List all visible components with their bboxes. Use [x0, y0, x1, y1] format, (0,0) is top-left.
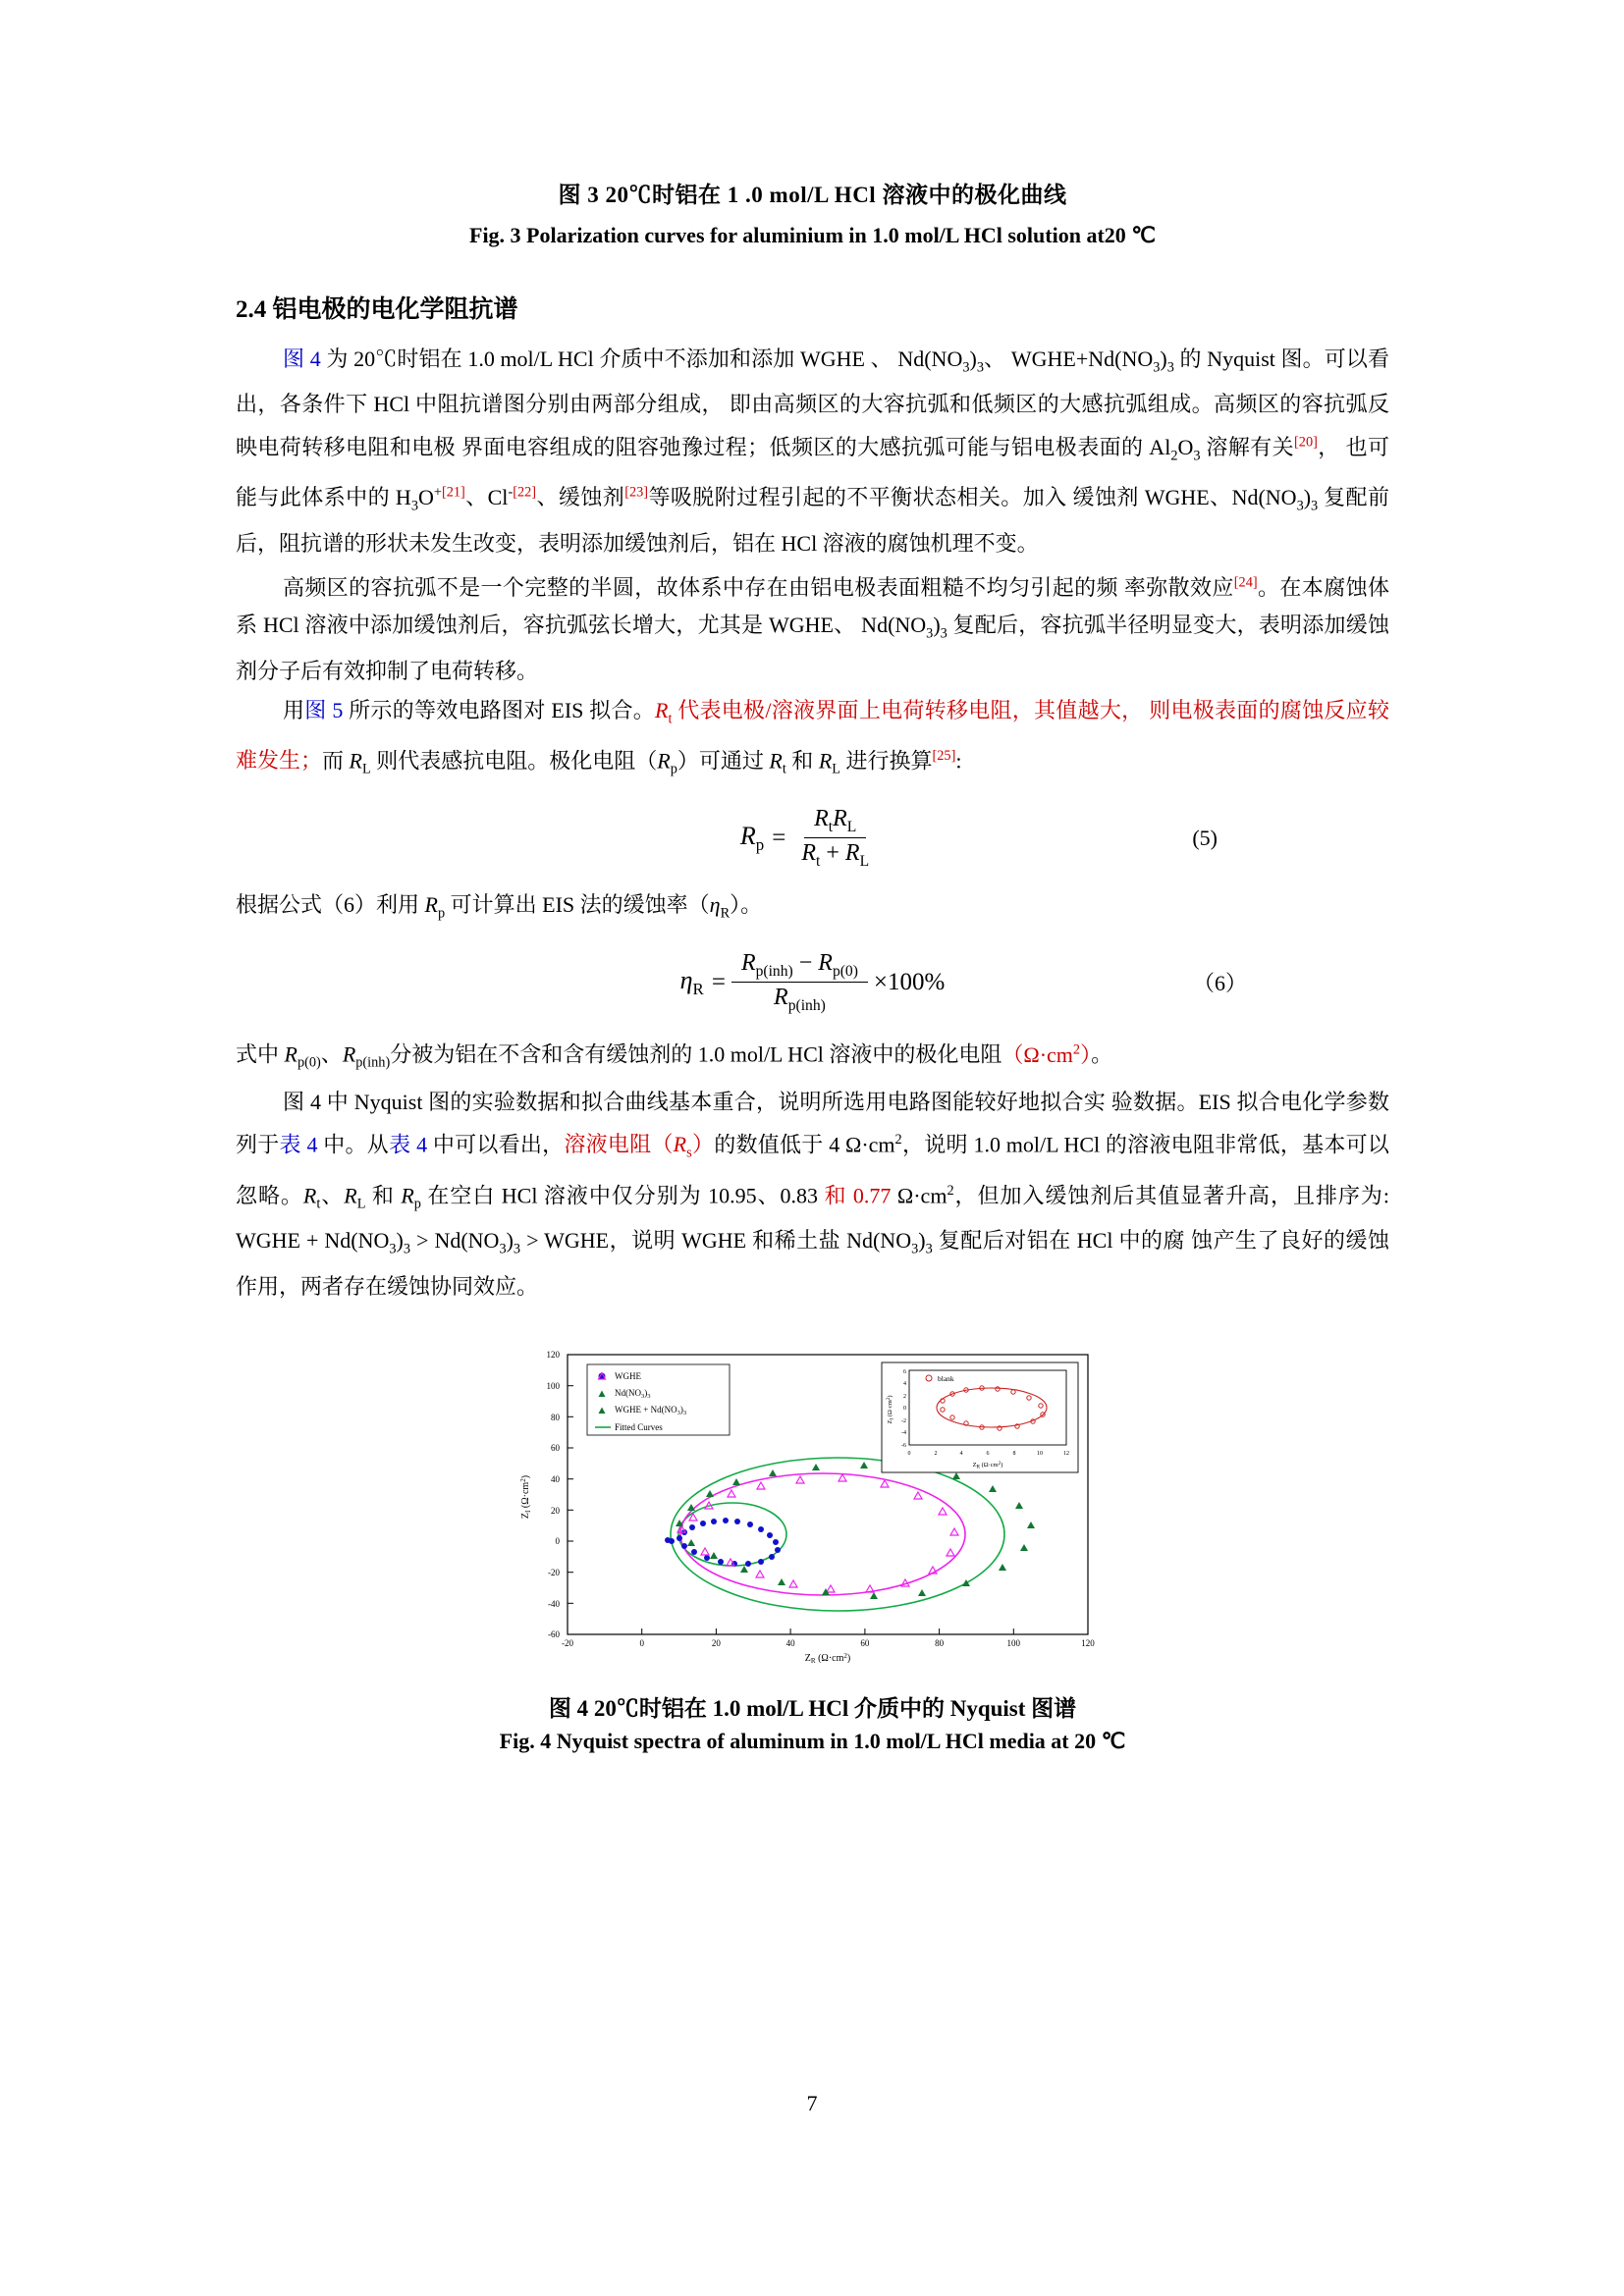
svg-text:blank: blank — [937, 1373, 954, 1383]
section-title: 2.4 铝电极的电化学阻抗谱 — [236, 296, 518, 323]
cross-ref-table4-b[interactable]: 表 4 — [389, 1132, 428, 1157]
svg-text:120: 120 — [1080, 1637, 1095, 1648]
svg-text:2: 2 — [902, 1393, 906, 1400]
svg-text:-4: -4 — [900, 1429, 906, 1436]
svg-text:8: 8 — [1012, 1450, 1015, 1457]
x-axis-label: $Z_R$ $(\Omega\cdot cm^2)$ — [804, 1651, 850, 1665]
svg-text:6: 6 — [902, 1368, 906, 1375]
figure3-caption-en: Fig. 3 Polarization curves for aluminium in 1.0 mol/L HCl solution at20 ℃ — [469, 223, 1156, 247]
svg-text:0: 0 — [638, 1637, 644, 1648]
paragraph-3-mid: 所示的等效电路图对 EIS 拟合。 — [343, 697, 655, 722]
svg-text:6: 6 — [986, 1450, 989, 1457]
svg-text:-2: -2 — [900, 1417, 906, 1424]
svg-text:-60: -60 — [547, 1629, 560, 1639]
svg-text:100: 100 — [546, 1380, 560, 1391]
chart-legend — [587, 1364, 730, 1435]
equation-6-number: （6） — [1192, 971, 1247, 996]
svg-text:-6: -6 — [900, 1442, 906, 1449]
fitted-curve-combined — [671, 1458, 1004, 1611]
svg-text:60: 60 — [859, 1637, 869, 1648]
paragraph-5: 式中 $R_{p(0)}$、$R_{p(inh)}$分被为铝在不含和含有缓蚀剂的 1.0 mol/L HCl 溶液中的极化电阻$(\Omega\cdot cm^2)$。 — [236, 1041, 1113, 1071]
paragraph-2-text: 高频区的容抗弧不是一个完整的半圆，故体系中存在由铝电极表面粗糙不均匀引起的频 率弥散效应[24]。在本腐蚀体系 HCl 溶液中添加缓蚀剂后，容抗弧弦长增大，尤其是 WGHE、 $Nd(NO_3)_3$ 复配后，容抗弧半径明显变大，表明添加缓蚀剂分子后有效抑制了电荷转移。 — [236, 574, 1389, 683]
svg-text:ZI (Ω·cm2): $Z_I$ $(\Omega\cdot cm^2)$ — [886, 1395, 894, 1424]
paragraph-6: 图 4 中 Nyquist 图的实验数据和拟合曲线基本重合，说明所选用电路图能较好地拟合实 验数据。EIS 拟合电化学参数列于表 4 中。从表 4 中可以看出，溶液电阻$(R_s)$的数值低于 4 $\Omega\cdot cm^2$，说明 1.0 mol/L HCl 的溶液电阻非常低，基本可以忽略。$R_t$、$R_L$ 和 $R_p$ 在空白 HCl 溶液中仅分别为 10.95、0.83 和 0.77 $\Omega\cdot cm^2$，但加入缓蚀剂后其值显著升高，且排序为: WGHE + $Nd(NO_3)_3 > Nd(NO_3)_3$ > WGHE，说明 WGHE 和稀土盐 $Nd(NO_3)_3$ 复配后对铝在 HCl 中的腐 蚀产生了良好的缓蚀作用，两者存在缓蚀协同效应。 — [236, 1089, 1389, 1299]
paragraph-3: 用图 5 所示的等效电路图对 EIS 拟合。$R_t$ 代表电极/溶液界面上电荷转移电阻，其值越大， 则电极表面的腐蚀反应较难发生；而 $R_L$ 则代表感抗电阻。极化电阻$(R_p)$可通过 $R_t$ 和 $R_L$ 进行换算[25]: — [236, 697, 1389, 777]
svg-text:WGHE: WGHE — [614, 1370, 641, 1381]
paragraph-4: 根据公式（6）利用 $R_p$ 可计算出 EIS 法的缓蚀率$(\eta_R)$。 — [236, 892, 763, 922]
paragraph-1 — [236, 341, 1389, 562]
svg-text:-20: -20 — [547, 1567, 560, 1577]
svg-text:0: 0 — [902, 1405, 906, 1412]
nyquist-chart — [489, 1345, 1137, 1669]
equation-5-number: (5) — [1192, 825, 1218, 850]
paragraph-3-highlight: $R_t$ 代表电极/溶液界面上电荷转移电阻，其值越大， 则电极表面的腐蚀反应较难发生； — [236, 697, 1389, 774]
equation-5: $R_p$ = $\frac{R_tR_L}{R_t + R_L}$ — [739, 805, 870, 871]
svg-text:40: 40 — [550, 1473, 560, 1484]
equation-5-row — [236, 806, 1389, 872]
series-combined-points — [676, 1462, 1035, 1599]
svg-text:0: 0 — [907, 1450, 910, 1457]
chart-inset — [882, 1362, 1078, 1472]
svg-text:10: 10 — [1036, 1450, 1043, 1457]
figure4-image — [236, 1345, 1389, 1669]
svg-text:40: 40 — [785, 1637, 795, 1648]
figure4-caption-cn: 图 4 20℃时铝在 1.0 mol/L HCl 介质中的 Nyquist 图谱 — [548, 1695, 1077, 1721]
nyquist-svg — [489, 1345, 1137, 1669]
svg-text:ZR (Ω·cm2): $Z_R$ $(\Omega\cdot cm^2)$ — [972, 1461, 1002, 1470]
svg-text:Nd(NO3)3: $Nd(NO_3)_3$ — [614, 1387, 650, 1400]
figure4-caption-en: Fig. 4 Nyquist spectra of aluminum in 1.0 mol/L HCl media at 20 ℃ — [499, 1728, 1126, 1753]
fitted-curve-nd — [680, 1473, 965, 1595]
cross-ref-figure4-b[interactable]: 4 — [309, 347, 321, 371]
svg-text:Fitted Curves: Fitted Curves — [614, 1421, 663, 1432]
paragraph-2 — [236, 564, 1389, 690]
cross-ref-table4-a[interactable]: 表 4 — [279, 1132, 318, 1157]
svg-text:WGHE + Nd(NO3)3: WGHE + $Nd(NO_3)_3$ — [614, 1404, 686, 1416]
svg-text:4: 4 — [959, 1450, 962, 1457]
svg-text:100: 100 — [1006, 1637, 1020, 1648]
svg-text:60: 60 — [550, 1442, 560, 1453]
paragraph-1-text: 为 20℃时铝在 1.0 mol/L HCl 介质中不添加和添加 WGHE 、 $Nd(NO_3)_3$、 $WGHE+Nd(NO_3)_3$ 的 Nyquist 图。可以看出，各条件下 HCl 中阻抗谱图分别由两部分组成， 即由高频区的大容抗弧和低频区的大感抗弧组成。高频区的容抗弧反映电荷转移电阻和电极 界面电容组成的阻容弛豫过程；低频区的大感抗弧可能与铝电极表面的 $Al_2O_3$ 溶解有关[20]， 也可能与此体系中的 $H_3O^{+[21]}$、$Cl^{-[22]}$、缓蚀剂[23]等吸脱附过程引起的不平衡状态相关。加入 缓蚀剂 WGHE、$Nd(NO_3)_3$ 复配前后，阻抗谱的形状未发生改变，表明添加缓蚀剂后，铝在 HCl 溶液的腐蚀机理不变。 — [236, 347, 1389, 556]
svg-text:2: 2 — [934, 1450, 937, 1457]
svg-text:0: 0 — [555, 1535, 560, 1546]
svg-text:12: 12 — [1062, 1450, 1069, 1457]
page-content — [236, 177, 1389, 1754]
svg-text:20: 20 — [550, 1505, 560, 1516]
cross-ref-figure4-a[interactable]: 图 — [283, 347, 305, 371]
page-number: 7 — [806, 2091, 818, 2115]
svg-text:20: 20 — [711, 1637, 721, 1648]
figure3-caption-cn: 图 3 20℃时铝在 1 .0 mol/L HCl 溶液中的极化曲线 — [558, 183, 1067, 207]
svg-text:-40: -40 — [547, 1598, 560, 1609]
svg-text:80: 80 — [934, 1637, 944, 1648]
y-axis-label: $Z_I$ $(\Omega\cdot cm^2)$ — [518, 1474, 532, 1519]
cross-ref-figure5[interactable]: 图 5 — [304, 697, 344, 722]
svg-text:-20: -20 — [561, 1637, 573, 1648]
paragraph-3-lead: 用 — [283, 697, 305, 722]
equation-6-row — [236, 950, 1389, 1016]
equation-6: $\eta_R$ = $\frac{R_{p(inh)} - R_{p(0)}}{R_{p(inh)}}$ ×100% — [679, 949, 946, 1015]
svg-text:120: 120 — [546, 1349, 560, 1360]
svg-text:80: 80 — [550, 1412, 560, 1422]
svg-text:4: 4 — [902, 1380, 906, 1387]
